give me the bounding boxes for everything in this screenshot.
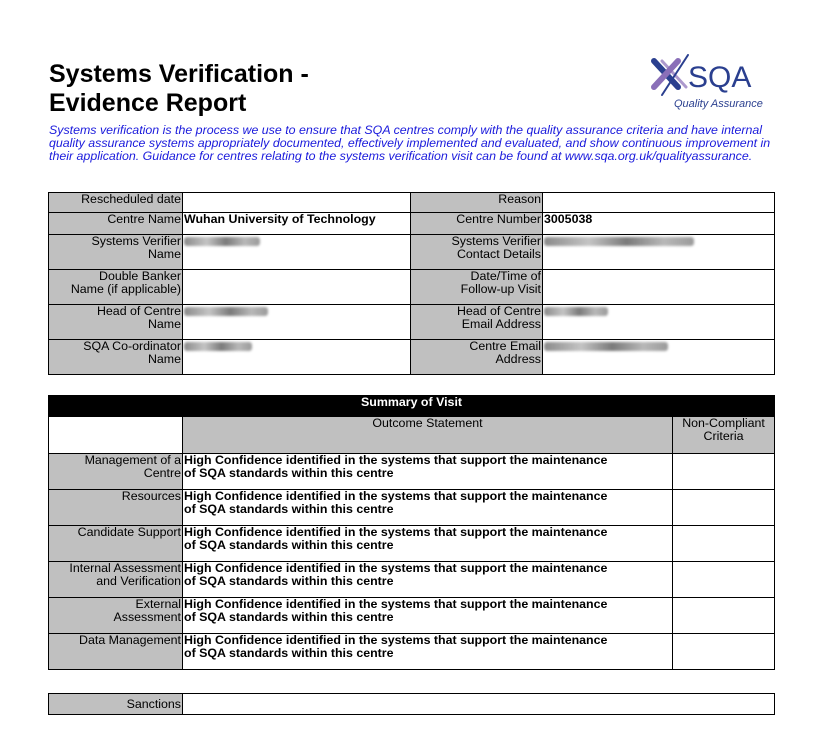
summary-row (49, 562, 775, 598)
visit-details-table (48, 192, 775, 375)
non-compliant-cell (673, 454, 775, 490)
report-title (49, 60, 309, 118)
double-banker-value (183, 270, 411, 305)
double-banker-label: Double Banker Name (if applicable) (49, 270, 183, 305)
sanctions-value (183, 694, 775, 715)
summary-row (49, 526, 775, 562)
area-label: Management of a Centre (49, 454, 183, 490)
rescheduled-date-value (183, 193, 411, 213)
area-label: Data Management (49, 634, 183, 670)
outcome-statement: High Confidence identified in the systems that support the maintenance of SQA standards within this centre (183, 634, 673, 670)
summary-empty-corner (49, 417, 183, 454)
verifier-contact-redacted (543, 235, 775, 270)
sanctions-label: Sanctions (49, 694, 183, 715)
verifier-name-label: Systems Verifier Name (49, 235, 183, 270)
intro-text: Systems verification is the process we use to ensure that SQA centres comply with the quality assurance criteria and have internal quality assurance systems appropriately documented, effectively implemented and evaluated, and show continuous improvement in their application. Guidance for centres relating to the systems verification visit can be found at www.sqa.org.uk/qualityassurance. (49, 123, 771, 163)
summary-row (49, 634, 775, 670)
svg-text:Quality Assurance: Quality Assurance (674, 98, 763, 110)
summary-of-visit-table (48, 395, 775, 670)
summary-row (49, 490, 775, 526)
followup-value (543, 270, 775, 305)
followup-label: Date/Time of Follow-up Visit (411, 270, 543, 305)
centre-name-label: Centre Name (49, 213, 183, 235)
non-compliant-cell (673, 634, 775, 670)
sqa-logo (648, 51, 768, 113)
area-label: Candidate Support (49, 526, 183, 562)
centre-number-label: Centre Number (411, 213, 543, 235)
area-label: Resources (49, 490, 183, 526)
head-of-centre-email-redacted (543, 305, 775, 340)
outcome-statement: High Confidence identified in the systems that support the maintenance of SQA standards within this centre (183, 562, 673, 598)
non-compliant-header: Non-Compliant Criteria (673, 417, 775, 454)
sanctions-table (48, 693, 775, 715)
outcome-statement: High Confidence identified in the systems that support the maintenance of SQA standards within this centre (183, 598, 673, 634)
verifier-contact-label: Systems Verifier Contact Details (411, 235, 543, 270)
sqa-coordinator-label: SQA Co-ordinator Name (49, 340, 183, 375)
non-compliant-cell (673, 490, 775, 526)
reason-value (543, 193, 775, 213)
summary-row (49, 454, 775, 490)
outcome-statement-header: Outcome Statement (183, 417, 673, 454)
outcome-statement: High Confidence identified in the systems that support the maintenance of SQA standards within this centre (183, 526, 673, 562)
head-of-centre-name-label: Head of Centre Name (49, 305, 183, 340)
centre-email-label: Centre Email Address (411, 340, 543, 375)
summary-header: Summary of Visit (49, 396, 775, 417)
title-line-2: Evidence Report (49, 89, 247, 117)
non-compliant-cell (673, 598, 775, 634)
head-of-centre-name-redacted (183, 305, 411, 340)
svg-text:SQA: SQA (688, 61, 752, 94)
centre-name-value: Wuhan University of Technology (183, 213, 411, 235)
verifier-name-redacted (183, 235, 411, 270)
title-line-1: Systems Verification - (49, 60, 309, 88)
summary-row (49, 598, 775, 634)
centre-number-value: 3005038 (543, 213, 775, 235)
sqa-coordinator-redacted (183, 340, 411, 375)
rescheduled-date-label: Rescheduled date (49, 193, 183, 213)
non-compliant-cell (673, 562, 775, 598)
area-label: External Assessment (49, 598, 183, 634)
head-of-centre-email-label: Head of Centre Email Address (411, 305, 543, 340)
area-label: Internal Assessment and Verification (49, 562, 183, 598)
reason-label: Reason (411, 193, 543, 213)
outcome-statement: High Confidence identified in the systems that support the maintenance of SQA standards within this centre (183, 454, 673, 490)
outcome-statement: High Confidence identified in the systems that support the maintenance of SQA standards within this centre (183, 490, 673, 526)
non-compliant-cell (673, 526, 775, 562)
centre-email-redacted (543, 340, 775, 375)
